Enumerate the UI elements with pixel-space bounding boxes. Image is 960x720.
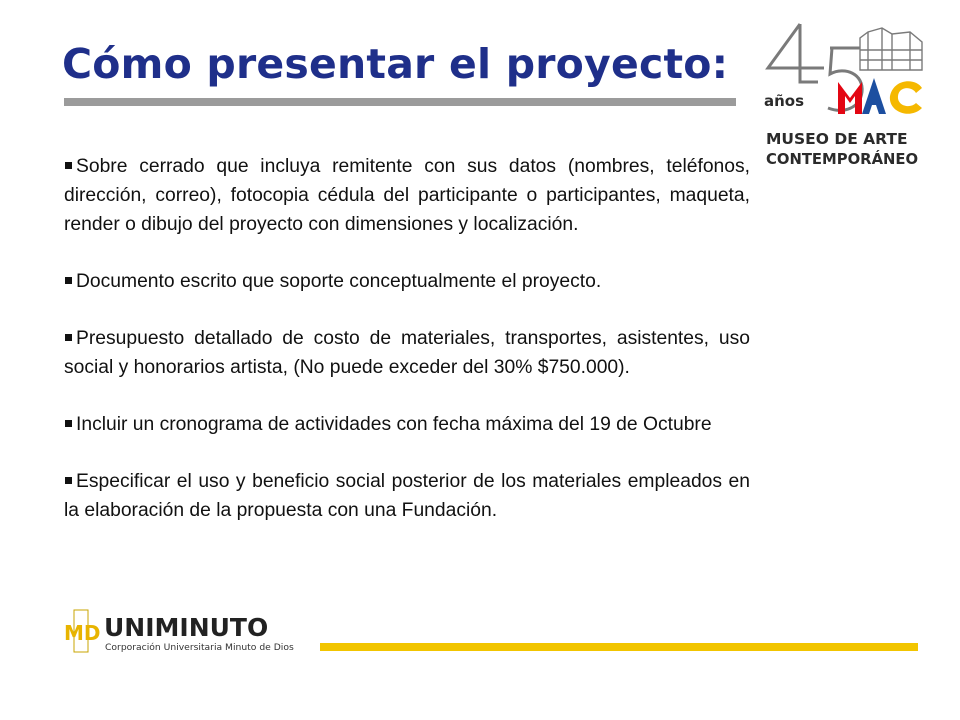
mac-c-letter xyxy=(890,81,922,113)
logo-line-1: MUSEO DE ARTE xyxy=(766,130,908,148)
bullet-list xyxy=(64,152,750,553)
uniminuto-logo xyxy=(64,606,314,662)
title-underline xyxy=(64,98,736,106)
bullet-text: Documento escrito que soporte conceptualmente el proyecto. xyxy=(76,271,602,292)
uniminuto-mark: MD xyxy=(64,621,101,645)
square-bullet-icon xyxy=(65,334,72,341)
uniminuto-name: UNIMINUTO xyxy=(104,613,269,642)
square-bullet-icon xyxy=(65,277,72,284)
anos-label: años xyxy=(764,92,805,110)
square-bullet-icon xyxy=(65,420,72,427)
museum-building-icon xyxy=(860,28,922,70)
square-bullet-icon xyxy=(65,162,72,169)
logo-line-2: CONTEMPORÁNEO xyxy=(766,151,919,168)
mac-museum-logo xyxy=(760,16,930,171)
bullet-text: Presupuesto detallado de costo de materiales, transportes, asistentes, uso social y honorarios artista, (No puede exceder del 30% $750.000). xyxy=(64,328,750,378)
footer-rule xyxy=(320,643,918,651)
mac-a-letter xyxy=(862,78,886,114)
bullet-text: Especificar el uso y beneficio social posterior de los materiales empleados en la elaboración de la propuesta con una Fundación. xyxy=(64,471,750,521)
bullet-item xyxy=(64,467,750,525)
bullet-item xyxy=(64,410,750,439)
bullet-item xyxy=(64,152,750,239)
bullet-item xyxy=(64,324,750,382)
bullet-text: Sobre cerrado que incluya remitente con sus datos (nombres, teléfonos, dirección, correo), fotocopia cédula del participante o participantes, maqueta, render o dibujo del proyecto con dimensiones y localización. xyxy=(64,156,750,235)
uniminuto-subtitle: Corporación Universitaria Minuto de Dios xyxy=(105,642,294,653)
bullet-item xyxy=(64,267,750,296)
square-bullet-icon xyxy=(65,477,72,484)
slide-title: Cómo presentar el proyecto: xyxy=(62,40,729,88)
bullet-text: Incluir un cronograma de actividades con fecha máxima del 19 de Octubre xyxy=(76,414,712,435)
